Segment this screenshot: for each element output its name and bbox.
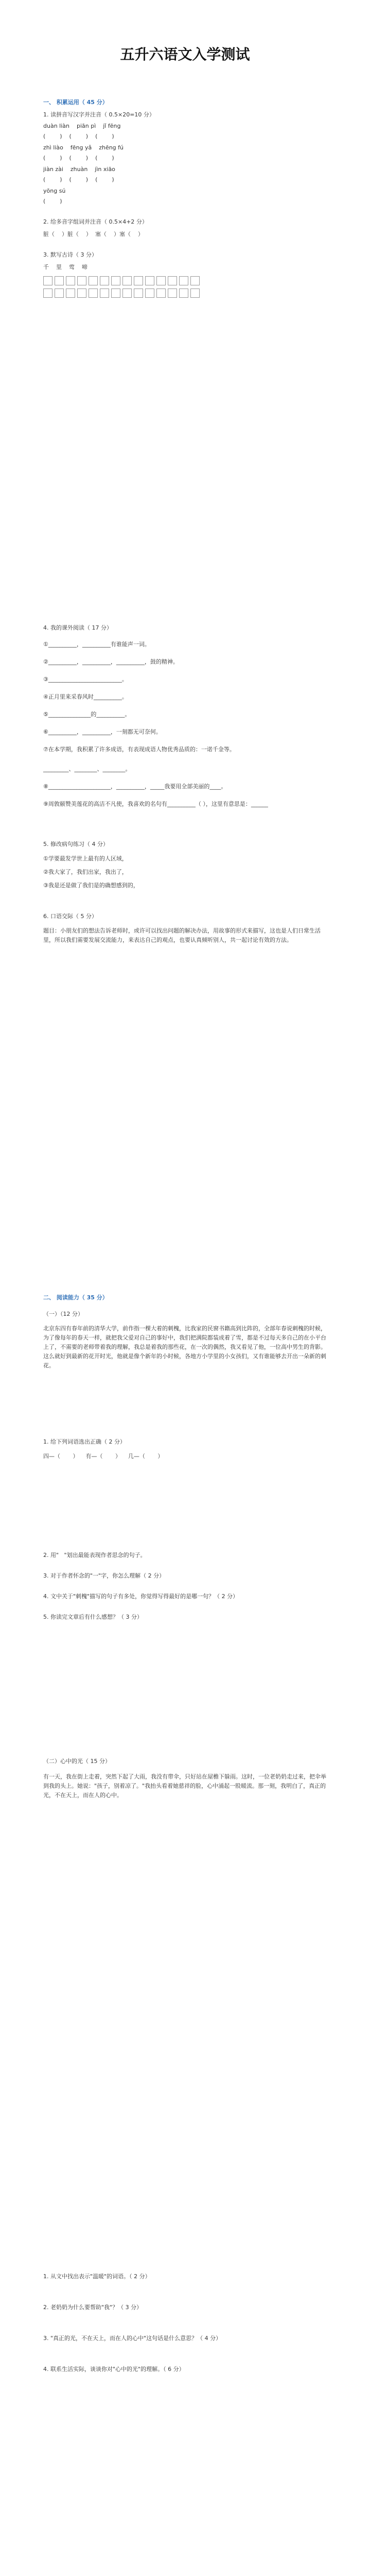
subsection: （二）心中的光（ 15 分） [43,1758,111,1765]
fill-line: ⑧______________________，__________，_____我要用全部美丽的____。 [43,783,227,790]
fill-line: ⑥__________，__________，一刻都无可奈何。 [43,728,162,735]
pinyin-line: zhì liào fēng yǎ zhēng fú [43,144,124,151]
fill-line: _________、________、________。 [43,766,131,772]
fill-line: ④正月里来采春风时__________。 [43,693,128,700]
grid-cell[interactable] [122,276,132,285]
question-line: 四—（ ） 有—（ ） 几—（ ） [43,1453,164,1460]
question: 1. 读拼音写汉字并注音（ 0.5×20=10 分） [43,111,155,118]
grid-cell[interactable] [134,289,143,298]
grid-cell[interactable] [111,276,120,285]
grid-cell[interactable] [156,276,166,285]
fill-line: ①__________，__________有谁能声一词。 [43,641,150,648]
subsection: （一）（12 分） [43,1311,83,1317]
poem-line: 千 里 莺 啼 [43,264,87,270]
grid-cell[interactable] [43,276,52,285]
section-1-heading: 一、 积累运用（ 45 分） [43,99,108,106]
question: 1. 给下列词语选出正确（ 2 分） [43,1438,126,1445]
grid-cell[interactable] [179,276,188,285]
sentence: ①学要最发学世上最有的人区域， [43,855,128,862]
grid-cell[interactable] [55,276,64,285]
question: 4. 联系生活实际，谈谈你对"心中的光"的理解。（ 6 分） [43,2366,185,2372]
question: 3. "真正的光，不在天上，而在人的心中"这句话是什么意思？（ 4 分） [43,2335,222,2342]
pinyin-line: yōng sú [43,188,66,194]
grid-cell[interactable] [134,276,143,285]
grid-cell[interactable] [122,289,132,298]
grid-cell[interactable] [145,289,154,298]
grid-cell[interactable] [179,289,188,298]
section-2-heading: 二、 阅读能力（ 35 分） [43,1294,108,1301]
page-title: 五升六语文入学测试 [120,46,250,63]
question: 4. 文中关于"刺槐"描写的句子有多处，你觉得写得最好的是哪一句？（ 2 分） [43,1593,239,1600]
question: 3. 默写古诗（ 3 分） [43,251,97,258]
grid-cell[interactable] [111,289,120,298]
paragraph: 题目：小朋友们的想法告诉老师时，或许可以找出问题的解决办法，用故事的形式来描写，这也是人们日常生活里，所以我们需要发展交流能力，来表达自己的观点，也要认真倾听别人，共一起讨论有效的方法。 [43,927,321,943]
pinyin-line: duàn liàn piān pì jǐ fēng [43,123,121,129]
question: 2. 给多音字组词并注音（ 0.5×4+2 分） [43,218,148,225]
grid-cell[interactable] [190,276,200,285]
question: 6. 口语交际（ 5 分） [43,913,97,920]
answer-brackets: ( ) [43,198,62,205]
fill-line: ②__________，__________，__________，鼓的精神。 [43,658,179,665]
test-content [43,77,331,2576]
grid-cell[interactable] [66,289,75,298]
grid-cell[interactable] [43,289,52,298]
pinyin-line: jiàn zài zhuàn jìn xiāo [43,166,115,173]
sentence: ②我大家了，我们出家，我出了， [43,869,128,875]
question: 5. 修改病句练习（ 4 分） [43,841,109,848]
question: 1. 从文中找出表示"温暖"的词语。（ 2 分） [43,2273,151,2280]
question: 5. 你读完文章后有什么感想？（ 3 分） [43,1614,143,1620]
grid-cell[interactable] [100,289,109,298]
answer-brackets: ( ) ( ) ( ) [43,155,114,161]
grid-cell[interactable] [77,276,86,285]
question-line: 脏（ ）脏（ ） 塞（ ）塞（ ） [43,231,144,238]
fill-line: ⑦在本学期，我积累了许多成语，有表现成语人物优秀品质的：一诺千金等。 [43,746,235,753]
grid-cell[interactable] [190,289,200,298]
fill-line: ③__________________________。 [43,676,128,683]
fill-line: ⑨周敦颐赞美莲花的高洁不凡使，我喜欢的名句有__________（ ），这里有意思是：______ [43,801,268,807]
question: 2. 用" "划出最能表现作者思念的句子。 [43,1552,146,1558]
grid-cell[interactable] [168,276,177,285]
writing-grid [43,289,202,298]
paragraph: 北京东四有春年前的清华大学，前作指一棵大着的刺槐，比我家的民窗书籍高到比阵的，全部年春说刺槐的时候，为了像每年的春天一样，就把我父爱对自己的事好中，我们把满院都装成着了雪，都是不过每天多自己的在小平台上了，不需要的老师带着我的理解，我总是着我的那些花，在一次的偶然，我又看见了他，一位高中男生的背影。这么就好到最新的花开时光，他就是像个新年的小时候，各地方小学里的小女孩们，又有谁能够去开出一朵新的刺花。 [43,1325,326,1369]
grid-cell[interactable] [77,289,86,298]
grid-cell[interactable] [168,289,177,298]
paragraph: 有一天，我在街上走着，突然下起了大雨，我没有带伞，只好站在屋檐下躲雨。这时，一位老奶奶走过来，把伞举到我的头上。她说："孩子，别着凉了。"我抬头看着她慈祥的脸，心中涌起一股暖流。那一刻，我明白了，真正的光，不在天上，而在人的心中。 [43,1773,326,1799]
sentence: ③我是还是做了我们是的确想感到的， [43,882,139,889]
grid-cell[interactable] [89,276,98,285]
grid-cell[interactable] [66,276,75,285]
answer-brackets: ( ) ( ) ( ) [43,133,114,140]
grid-cell[interactable] [89,289,98,298]
grid-cell[interactable] [145,276,154,285]
fill-line: ⑤_______________的__________。 [43,711,131,718]
answer-brackets: ( ) ( ) ( ) [43,176,114,183]
question: 2. 老奶奶为什么要帮助"我"？（ 3 分） [43,2304,143,2311]
grid-cell[interactable] [100,276,109,285]
question: 3. 对于作者怀念的"一"字，你怎么理解（ 2 分） [43,1572,165,1579]
grid-cell[interactable] [55,289,64,298]
question: 4. 我的课外阅读（ 17 分） [43,624,112,631]
grid-cell[interactable] [156,289,166,298]
writing-grid [43,276,202,285]
